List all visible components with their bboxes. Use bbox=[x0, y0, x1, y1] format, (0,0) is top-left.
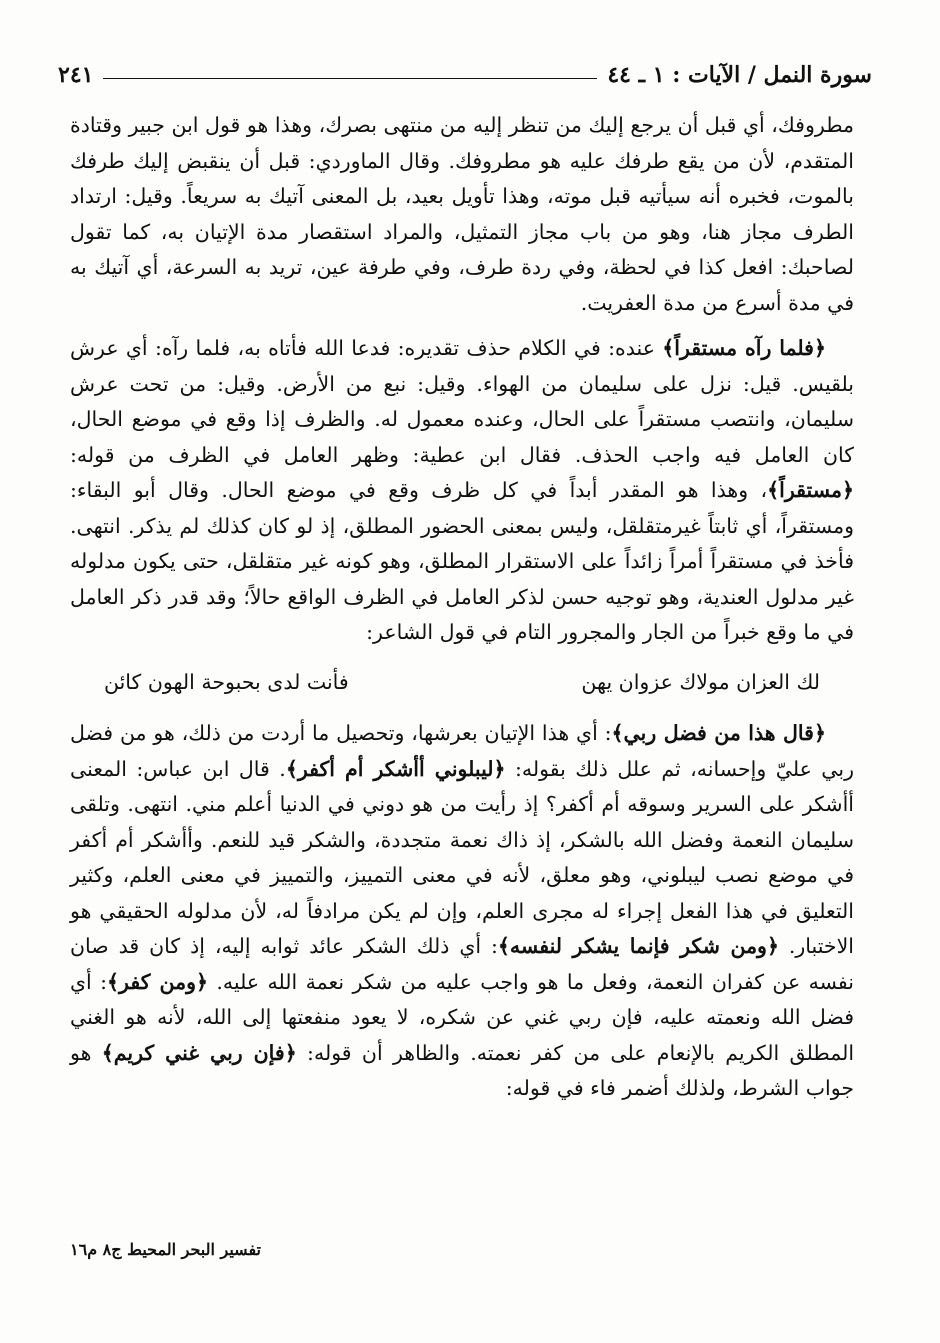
page-number: ٢٤١ bbox=[58, 62, 94, 88]
header-rule bbox=[103, 78, 597, 79]
paragraph-1 bbox=[70, 108, 854, 321]
paragraph-3 bbox=[70, 716, 854, 1107]
text-run: : أي فضل الله ونعمته عليه، فإن ربي غني عن شكره، لا يعود منفعتها إلى الله، لأنه هو الغني المطلق الكريم بالإنعام على من كفر نعمته. والظاهر أن قوله: bbox=[70, 969, 855, 1065]
text-run: . قال ابن عباس: المعنى أأشكر على السرير وسوقه أم أكفر؟ إذ رأيت من هو دوني في الدنيا أعلم مني. انتهى. وتلقى سليمان النعمة وفضل الله بالشكر، إذ ذاك نعمة متجددة، والشكر قيد للنعم. وأأشكر أم أكفر في موضع نصب ليبلوني، وهو معلق، لأنه في معنى التمييز، والتمييز في معنى العلم، وكثير التعليق في هذا الفعل إجراء له مجرى العلم، وإن لم يكن مرادفاً له، لأن مدلوله الحقيقي هو الاختبار. bbox=[70, 756, 854, 958]
text-run: مطروفك، أي قبل أن يرجع إليك من تنظر إليه من منتهى بصرك، وهذا هو قول ابن جبير وقتادة المتقدم، لأن من يقع طرفك عليه هو مطروفك. وقال الماوردي: قبل أن ينقبض إليك طرفك بالموت، فخبره أنه سيأتيه قبل موته، وهذا تأويل بعيد، بل المعنى آتيك به سريعاً. وقيل: ارتداد الطرف مجاز هنا، وهو من باب مجاز التمثيل، والمراد استقصار مدة الإتيان به، كما تقول لصاحبك: افعل كذا في لحظة، وفي ردة طرف، وفي طرفة عين، تريد به السرعة، أي آتيك به في مدة أسرع من مدة العفريت. bbox=[70, 113, 854, 315]
quran-quote: ﴿قال هذا من فضل ربي﴾ bbox=[611, 721, 826, 745]
quran-quote: ﴿ليبلوني أأشكر أم أكفر﴾ bbox=[285, 756, 506, 781]
footer-signature: تفسير البحر المحيط ج٨ م١٦ bbox=[70, 1240, 261, 1259]
text-run: هو جواب الشرط، ولذلك أضمر فاء في قوله: bbox=[70, 1040, 854, 1100]
quran-quote: ﴿فلما رآه مستقراً﴾ bbox=[662, 336, 826, 360]
verse-second-hemistich: فأنت لدى بحبوحة الهون كائن bbox=[104, 669, 349, 694]
page-header bbox=[58, 58, 872, 92]
running-title: سورة النمل / الآيات : ١ ـ ٤٤ bbox=[607, 62, 872, 88]
quran-quote: ﴿ومن شكر فإنما يشكر لنفسه﴾ bbox=[497, 934, 779, 958]
text-run: : أي ذلك الشكر عائد ثوابه إليه، إذ كان قد صان نفسه عن كفران النعمة، وفعل ما هو واجب عليه من شكر نعمة الله عليه. bbox=[70, 934, 854, 994]
verse-first-hemistich: لك العزان مولاك عزوان يهن bbox=[581, 669, 820, 694]
quran-quote: ﴿مستقراً﴾ bbox=[767, 478, 854, 502]
page-body bbox=[70, 108, 854, 1107]
quran-quote: ﴿ومن كفر﴾ bbox=[107, 969, 209, 994]
paragraph-2 bbox=[70, 331, 854, 651]
poetry-verse bbox=[70, 659, 854, 707]
text-run: ، وهذا هو المقدر أبداً في كل ظرف وقع في موضع الحال. وقال أبو البقاء: ومستقراً، أي ثابتاً غيرمتقلقل، وليس بمعنى الحضور المطلق، إذ لو كان كذلك لم يذكر. انتهى. فأخذ في مستقراً أمراً زائداً على الاستقرار المطلق، وهو كونه غير متقلقل، حتى يكون مدلوله غير مدلول العندية، وهو توجيه حسن لذكر العامل في الظرف الواقع حالاً؛ وقد قدر ذكر العامل في ما وقع خبراً من الجار والمجرور التام في قول الشاعر: bbox=[70, 478, 854, 644]
quran-quote: ﴿فإن ربي غني كريم﴾ bbox=[101, 1040, 297, 1065]
text-run: عنده: في الكلام حذف تقديره: فدعا الله فأتاه به، فلما رآه: أي عرش بلقيس. قيل: نزل على سليمان من الهواء. وقيل: نبع من الأرض. وقيل: من تحت عرش سليمان، وانتصب مستقراً على الحال، وعنده معمول له. والظرف إذا وقع في موضع الحال، كان العامل فيه واجب الحذف. فقال ابن عطية: وظهر العامل في الظرف من قوله: bbox=[70, 336, 854, 467]
text-run: : أي هذا الإتيان بعرشها، وتحصيل ما أردت من ذلك، هو من فضل ربي عليّ وإحسانه، ثم علل ذلك بقوله: bbox=[70, 721, 854, 781]
